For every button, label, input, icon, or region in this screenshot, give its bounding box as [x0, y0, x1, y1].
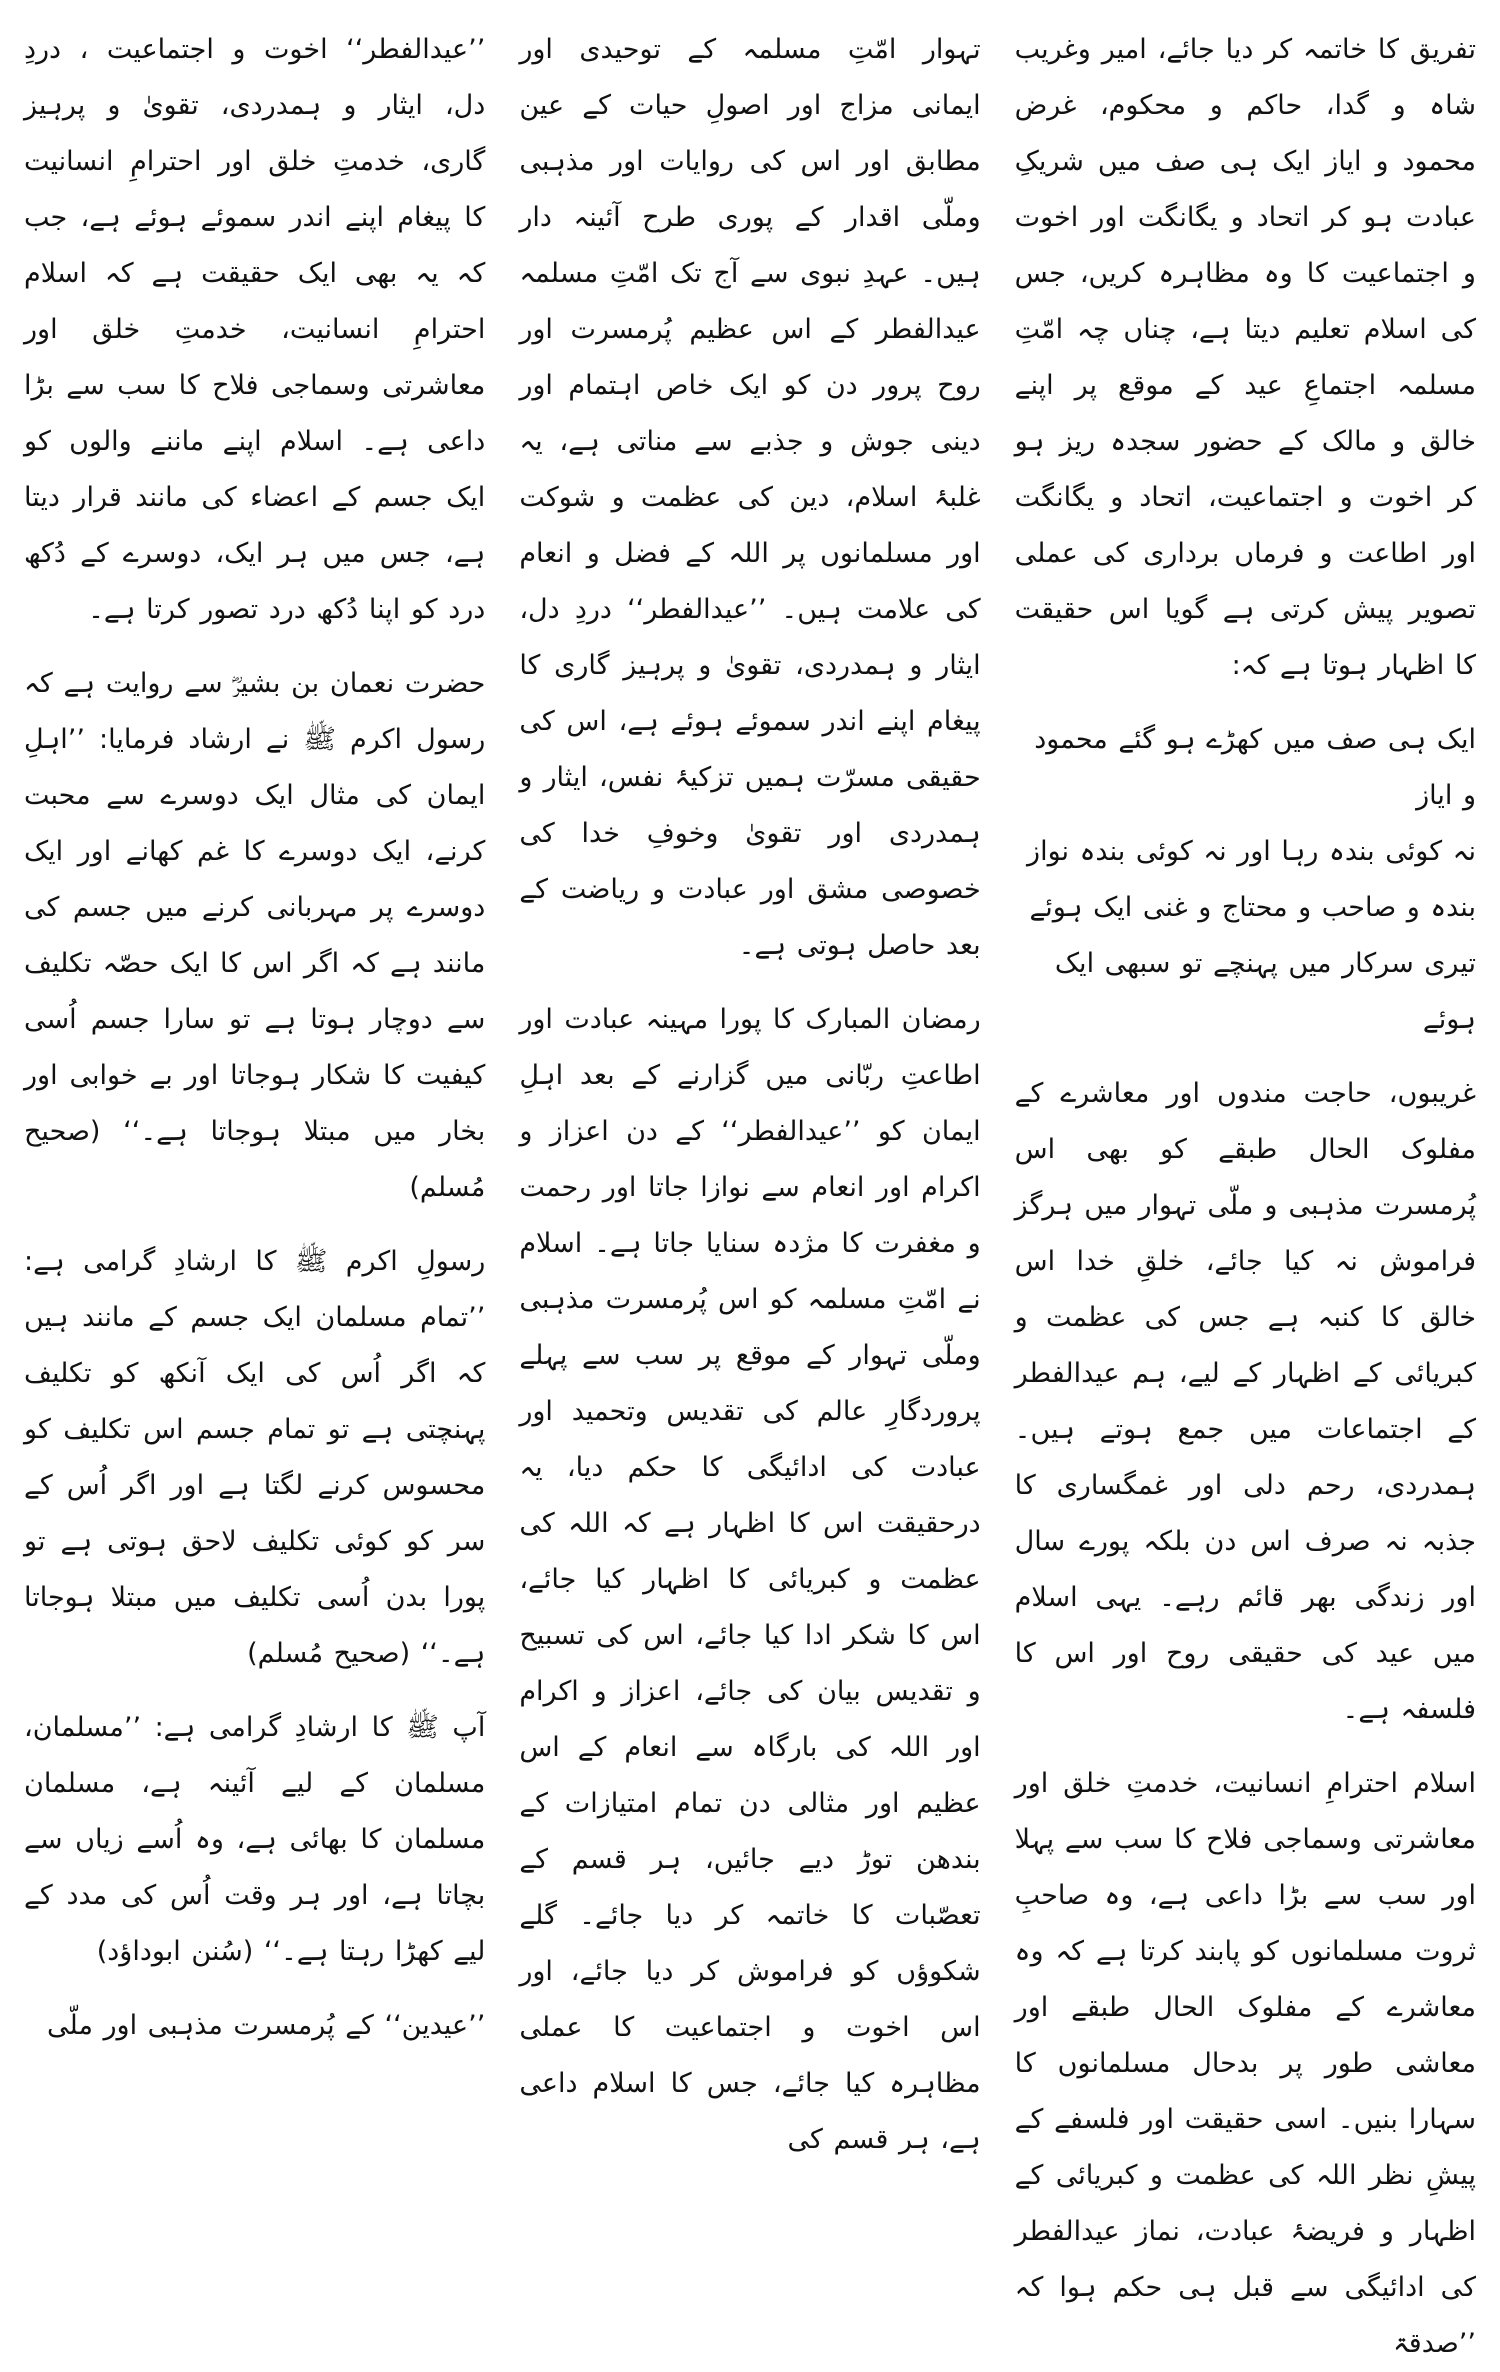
paragraph: تہوار امّتِ مسلمہ کے توحیدی اور ایمانی مزاج اور اصولِ حیات کے عین مطابق اور اس کی روایات اور مذہبی وملّی اقدار کے پوری طرح آئینہ دار ہیں۔ عہدِ نبوی سے آج تک امّتِ مسلمہ عیدالفطر کے اس عظیم پُرمسرت اور روح پرور دن کو ایک خاص اہتمام اور دینی جوش و جذبے سے مناتی ہے، یہ غلبۂ اسلام، دین کی عظمت و شوکت اور مسلمانوں پر اللہ کے فضل و انعام کی علامت ہیں۔ ’’عیدالفطر‘‘ دردِ دل، ایثار و ہمدردی، تقویٰ و پرہیز گاری کا پیغام اپنے اندر سموئے ہوئے ہے، اس کی حقیقی مسرّت ہمیں تزکیۂ نفس، ایثار و ہمدردی اور تقویٰ وخوفِ خدا کی خصوصی مشق اور عبادت و ریاضت کے بعد حاصل ہوتی ہے۔	[519, 34, 981, 961]
paragraph: رسولِ اکرم ﷺ کا ارشادِ گرامی ہے: ’’تمام مسلمان ایک جسم کے مانند ہیں کہ اگر اُس کی ایک آنکھ کو تکلیف پہنچتی ہے تو تمام جسم اس تکلیف کو محسوس کرنے لگتا ہے اور اگر اُس کے سر کو کوئی تکلیف لاحق ہوتی ہے تو پورا بدن اُسی تکلیف میں مبتلا ہوجاتا ہے۔‘‘ (صحیح مُسلم)	[24, 1246, 486, 1669]
paragraph: غریبوں، حاجت مندوں اور معاشرے کے مفلوک الحال طبقے کو بھی اس پُرمسرت مذہبی و ملّی تہوار میں ہرگز فراموش نہ کیا جائے، خلقِ خدا اس خالق کا کنبہ ہے جس کی عظمت و کبریائی کے اظہار کے لیے، ہم عیدالفطر کے اجتماعات میں جمع ہوتے ہیں۔ ہمدردی، رحم دلی اور غمگساری کا جذبہ نہ صرف اس دن بلکہ پورے سال اور زندگی بھر قائم رہے۔ یہی اسلام میں عید کی حقیقی روح اور اس کا فلسفہ ہے۔	[1014, 1078, 1476, 1725]
paragraph: تفریق کا خاتمہ کر دیا جائے، امیر وغریب شاہ و گدا، حاکم و محکوم، غرض محمود و ایاز ایک ہی صف میں شریکِ عبادت ہو کر اتحاد و یگانگت اور اخوت و اجتماعیت کا وہ مظاہرہ کریں، جس کی اسلام تعلیم دیتا ہے، چناں چہ امّتِ مسلمہ اجتماعِ عید کے موقع پر اپنے خالق و مالک کے حضور سجدہ ریز ہو کر اخوت و اجتماعیت، اتحاد و یگانگت اور اطاعت و فرماں برداری کی عملی تصویر پیش کرتی ہے گویا اس حقیقت کا اظہار ہوتا ہے کہ:	[1014, 34, 1476, 681]
column-right	[24, 22, 485, 2180]
poetry-verse: ایک ہی صف میں کھڑے ہو گئے محمود و ایاز	[1034, 724, 1476, 811]
paragraph: ’’عیدالفطر‘‘ اخوت و اجتماعیت ، دردِ دل، ایثار و ہمدردی، تقویٰ و پرہیز گاری، خدمتِ خلق اور احترامِ انسانیت کا پیغام اپنے اندر سموئے ہوئے ہے، جب کہ یہ بھی ایک حقیقت ہے کہ اسلام احترامِ انسانیت، خدمتِ خلق اور معاشرتی وسماجی فلاح کا سب سے بڑا داعی ہے۔ اسلام اپنے ماننے والوں کو ایک جسم کے اعضاء کی مانند قرار دیتا ہے، جس میں ہر ایک، دوسرے کے دُکھ درد کو اپنا دُکھ درد تصور کرتا ہے۔	[24, 34, 486, 625]
poetry-verse: نہ کوئی بندہ رہا اور نہ کوئی بندہ نواز	[1027, 836, 1476, 867]
column-left	[1014, 22, 1476, 2359]
poetry-verse: بندہ و صاحب و محتاج و غنی ایک ہوئے	[1029, 892, 1476, 923]
column-middle	[519, 22, 980, 2180]
paragraph: آپ ﷺ کا ارشادِ گرامی ہے: ’’مسلمان، مسلمان کے لیے آئینہ ہے، مسلمان مسلمان کا بھائی ہے، وہ اُسے زیاں سے بچاتا ہے، اور ہر وقت اُس کی مدد کے لیے کھڑا رہتا ہے۔‘‘ (سُنن ابوداؤد)	[24, 1712, 486, 1967]
poetry-verse: تیری سرکار میں پہنچے تو سبھی ایک ہوئے	[1054, 948, 1476, 1035]
paragraph: اسلام احترامِ انسانیت، خدمتِ خلق اور معاشرتی وسماجی فلاح کا سب سے پہلا اور سب سے بڑا داعی ہے، وہ صاحبِ ثروت مسلمانوں کو پابند کرتا ہے کہ وہ معاشرے کے مفلوک الحال طبقے اور معاشی طور پر بدحال مسلمانوں کا سہارا بنیں۔ اسی حقیقت اور فلسفے کے پیشِ نظر اللہ کی عظمت و کبریائی کے اظہار و فریضۂ عبادت، نماز عیدالفطر کی ادائیگی سے قبل ہی حکم ہوا کہ ’’صدقۃ	[1014, 1768, 1476, 2359]
paragraph: ’’عیدین‘‘ کے پُرمسرت مذہبی اور ملّی	[47, 2010, 486, 2041]
paragraph: حضرت نعمان بن بشیرؓ سے روایت ہے کہ رسول اکرم ﷺ نے ارشاد فرمایا: ’’اہلِ ایمان کی مثال ایک دوسرے سے محبت کرنے، ایک دوسرے کا غم کھانے اور ایک دوسرے پر مہربانی کرنے میں جسم کی مانند ہے کہ اگر اس کا ایک حصّہ تکلیف سے دوچار ہوتا ہے تو سارا جسم اُسی کیفیت کا شکار ہوجاتا اور بے خوابی اور بخار میں مبتلا ہوجاتا ہے۔‘‘ (صحیح مُسلم)	[24, 668, 486, 1203]
paragraph: رمضان المبارک کا پورا مہینہ عبادت اور اطاعتِ ربّانی میں گزارنے کے بعد اہلِ ایمان کو ’’عیدالفطر‘‘ کے دن اعزاز و اکرام اور انعام سے نوازا جاتا اور رحمت و مغفرت کا مژدہ سنایا جاتا ہے۔ اسلام نے امّتِ مسلمہ کو اس پُرمسرت مذہبی وملّی تہوار کے موقع پر سب سے پہلے پروردگارِ عالم کی تقدیس وتحمید اور عبادت کی ادائیگی کا حکم دیا، یہ درحقیقت اس کا اظہار ہے کہ اللہ کی عظمت و کبریائی کا اظہار کیا جائے، اس کا شکر ادا کیا جائے، اس کی تسبیح و تقدیس بیان کی جائے، اعزاز و اکرام اور اللہ کی بارگاہ سے انعام کے اس عظیم اور مثالی دن تمام امتیازات کے بندھن توڑ دیے جائیں، ہر قسم کے تعصّبات کا خاتمہ کر دیا جائے۔ گلے شکوؤں کو فراموش کر دیا جائے، اور اس اخوت و اجتماعیت کا عملی مظاہرہ کیا جائے، جس کا اسلام داعی ہے، ہر قسم کی	[519, 1004, 981, 2155]
